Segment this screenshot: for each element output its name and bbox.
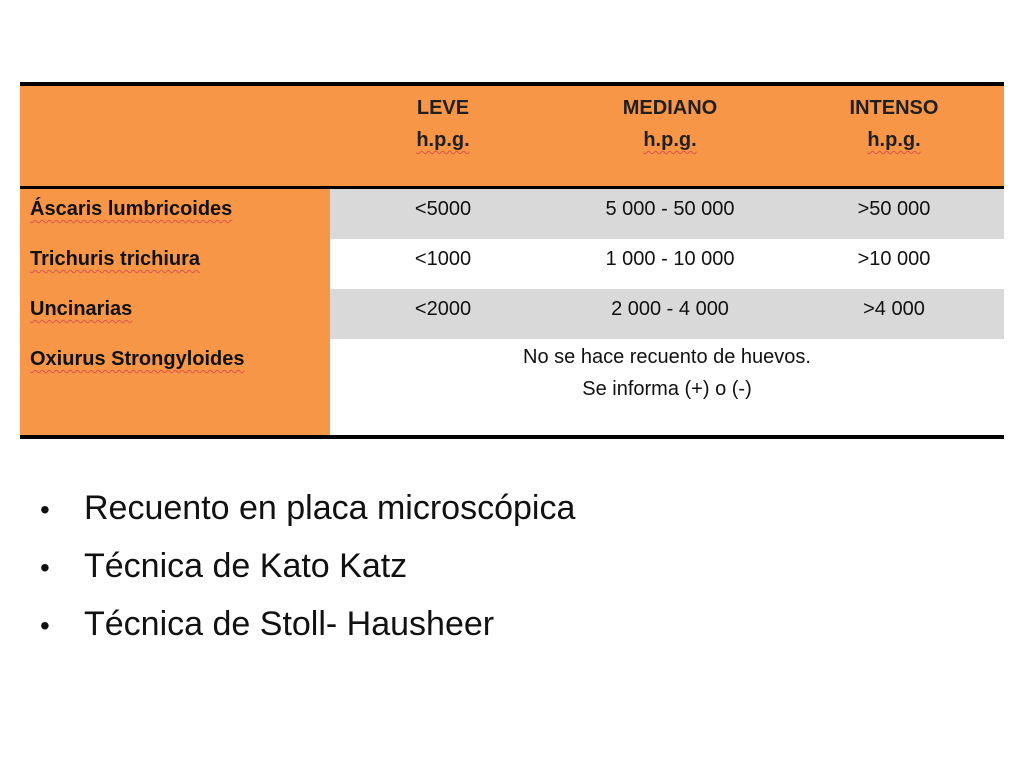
list-item-text: Técnica de Stoll- Hausheer bbox=[84, 605, 495, 643]
list-item-text: Recuento en placa microscópica bbox=[84, 489, 576, 527]
table-row bbox=[20, 189, 1004, 239]
row-leve-value: <1000 bbox=[330, 239, 556, 289]
header-leve-unit: h.p.g. bbox=[416, 129, 470, 151]
note-line-2: Se informa (+) o (-) bbox=[582, 378, 752, 400]
note-line-1: No se hace recuento de huevos. bbox=[523, 346, 811, 368]
header-intenso-unit: h.p.g. bbox=[867, 129, 921, 151]
bullet-icon: • bbox=[40, 610, 50, 641]
row-parasite-name: Áscaris lumbricoides bbox=[20, 189, 330, 239]
bullet-icon: • bbox=[40, 552, 50, 583]
header-intenso-title: INTENSO bbox=[849, 97, 939, 119]
row-mediano-value: 2 000 - 4 000 bbox=[556, 289, 784, 339]
header-leve-title: LEVE bbox=[416, 97, 470, 119]
list-item bbox=[40, 538, 575, 596]
row-parasite-name: Uncinarias bbox=[20, 289, 330, 339]
table-row bbox=[20, 339, 1004, 435]
table-row bbox=[20, 289, 1004, 339]
row-mediano-value: 1 000 - 10 000 bbox=[556, 239, 784, 289]
row-parasite-name: Oxiurus Strongyloides bbox=[20, 339, 330, 435]
row-parasite-name: Trichuris trichiura bbox=[20, 239, 330, 289]
row-leve-value: <2000 bbox=[330, 289, 556, 339]
header-mediano bbox=[556, 86, 784, 186]
list-item-text: Técnica de Kato Katz bbox=[84, 547, 408, 585]
header-empty-cell bbox=[20, 86, 330, 186]
row-intenso-value: >50 000 bbox=[784, 189, 1004, 239]
row-intenso-value: >10 000 bbox=[784, 239, 1004, 289]
header-intenso bbox=[784, 86, 1004, 186]
list-item bbox=[40, 596, 575, 654]
table-row bbox=[20, 239, 1004, 289]
row-leve-value: <5000 bbox=[330, 189, 556, 239]
header-mediano-unit: h.p.g. bbox=[643, 129, 697, 151]
header-leve bbox=[330, 86, 556, 186]
bullet-icon: • bbox=[40, 494, 50, 525]
header-mediano-title: MEDIANO bbox=[622, 97, 718, 119]
row-intenso-value: >4 000 bbox=[784, 289, 1004, 339]
list-item bbox=[40, 480, 575, 538]
classification-table bbox=[20, 82, 1004, 439]
row-mediano-value: 5 000 - 50 000 bbox=[556, 189, 784, 239]
bullet-list bbox=[40, 480, 575, 654]
merged-note-cell bbox=[330, 339, 1004, 435]
table-header-row bbox=[20, 86, 1004, 189]
